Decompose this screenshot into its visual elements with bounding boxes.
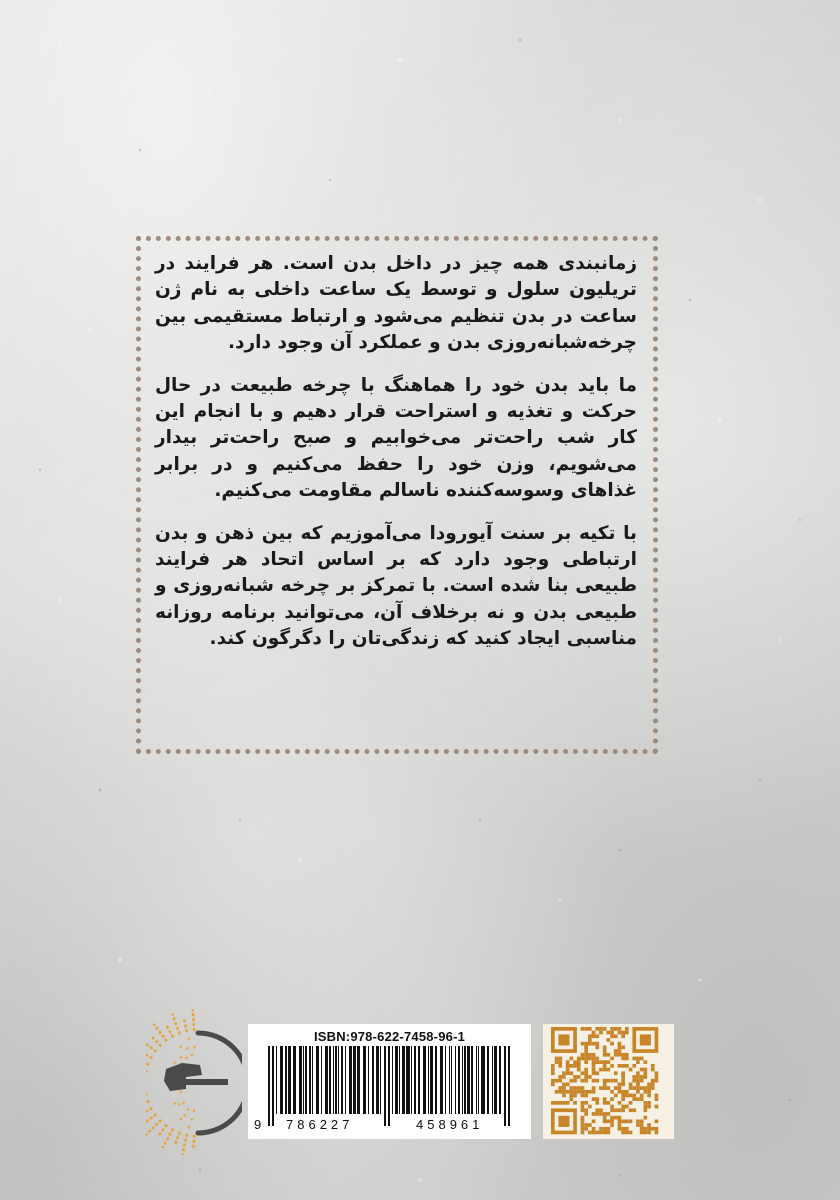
- isbn-label: ISBN:978-622-7458-96-1: [313, 1029, 466, 1044]
- qr-code-panel: [543, 1024, 674, 1139]
- barcode-digits-right: 458961: [416, 1117, 484, 1132]
- description-frame: [136, 236, 658, 754]
- barcode-lead-digit: 9: [254, 1117, 262, 1132]
- description-paragraph-1: زمانبندی همه چیز در داخل بدن است. هر فرایند در تریلیون سلول و توسط یک ساعت داخلی به نام ژن ساعت در بدن تنظیم می‌شود و ارتباط مستقیمی بین چرخه‌شبانه‌روزی بدن و عملکرد آن وجود دارد.: [155, 253, 637, 354]
- qr-code-icon: [551, 1027, 666, 1136]
- description-paragraph-2: ما باید بدن خود را هماهنگ با چرخه طبیعت در حال حرکت و تغذیه و استراحت قرار دهیم و با انجام این کار شب راحت‌تر می‌خوابیم و صبح راحت‌تر بیدار می‌شویم، وزن خود را حفظ می‌کنیم و در برابر غذاهای وسوسه‌کننده ناسالم مقاومت می‌کنیم.: [155, 374, 637, 502]
- barcode-bars: [268, 1046, 512, 1128]
- isbn-barcode: [248, 1024, 531, 1139]
- description-paragraph-3: با تکیه بر سنت آیورودا می‌آموزیم که بین ذهن و بدن ارتباطی وجود دارد که بر اساس اتحاد هر فرایند طبیعی بنا شده است. با تمرکز بر چرخه شبانه‌روزی و طبیعی بدن و نه برخلاف آن، می‌توانید برنامه روزانه مناسبی ایجاد کنید که زندگی‌تان را دگرگون کند.: [155, 522, 637, 650]
- barcode-digits-left: 786227: [286, 1117, 354, 1132]
- publisher-logo-icon: [146, 1005, 242, 1155]
